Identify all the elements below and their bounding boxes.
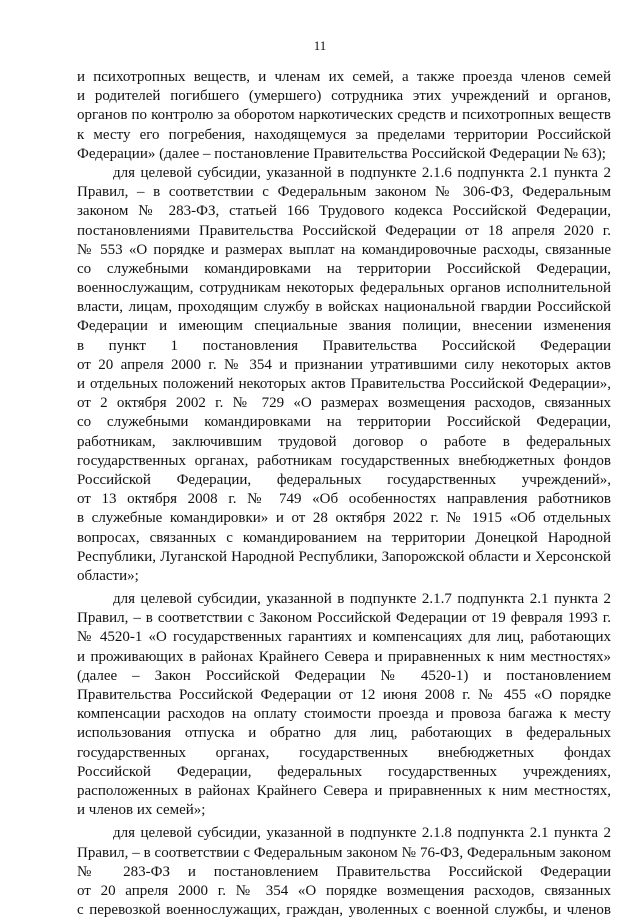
document-body <box>77 68 611 920</box>
text-line: законом № 283-ФЗ, статьей 166 Трудового кодекса Российской Федерации, <box>77 203 611 220</box>
text-line: и членов их семей»; <box>77 802 206 819</box>
text-line: к месту его погребения, находящемуся за пределами территории Российской <box>77 126 611 143</box>
text-line: и проживающих в районах Крайнего Севера и приравненных к ним местностях» <box>77 648 611 665</box>
text-line: Правил, – в соответствии с Федеральным законом № 76-ФЗ, Федеральным законом <box>77 844 611 861</box>
text-line: области»; <box>77 567 139 584</box>
text-line: (далее – Закон Российской Федерации № 4520-1) и постановлением <box>77 667 611 684</box>
text-line: для целевой субсидии, указанной в подпункте 2.1.7 подпункта 2.1 пункта 2 <box>113 591 611 608</box>
text-line: власти, лицам, проходящим службу в войсках национальной гвардии Российской <box>77 299 611 316</box>
text-line: для целевой субсидии, указанной в подпункте 2.1.8 подпункта 2.1 пункта 2 <box>113 825 611 842</box>
text-line: и родителей погибшего (умершего) сотрудника этих учреждений и органов, <box>77 88 611 105</box>
text-line: государственных органах, государственных внебюджетных фондах <box>77 744 611 761</box>
text-line: использования отпуска и обратно для лиц, работающих в федеральных <box>77 725 611 742</box>
text-line: со служебными командировками на территории Российской Федерации, <box>77 260 611 277</box>
text-line: № 553 «О порядке и размерах выплат на командировочные расходы, связанные <box>77 241 611 258</box>
text-line: и отдельных положений некоторых актов Правительства Российской Федерации», <box>77 376 611 392</box>
text-line: № 4520-1 «О государственных гарантиях и компенсациях для лиц, работающих <box>77 629 611 646</box>
text-line: Федерации и имеющим специальные звания полиции, внесении изменения <box>77 318 611 335</box>
text-line: в пункт 1 постановления Правительства Российской Федерации <box>77 337 611 354</box>
text-line: и психотропных веществ, и членам их семей, а также проезда членов семей <box>77 69 611 85</box>
text-line: военнослужащим, сотрудникам некоторых федеральных органов исполнительной <box>77 280 611 297</box>
text-line: от 20 апреля 2000 г. № 354 «О порядке возмещения расходов, связанных <box>77 882 611 899</box>
text-line: от 13 октября 2008 г. № 749 «Об особенностях направления работников <box>77 491 611 508</box>
text-line: Российской Федерации, федеральных государственных учреждений», <box>77 471 611 488</box>
text-line: Правил, – в соответствии с Федеральным законом № 306-ФЗ, Федеральным <box>77 184 611 201</box>
text-line: Правительства Российской Федерации от 12 июня 2008 г. № 455 «О порядке <box>77 687 611 703</box>
text-line: органов по контролю за оборотом наркотических средств и психотропных веществ <box>77 107 611 124</box>
text-line: от 2 октября 2002 г. № 729 «О размерах возмещения расходов, связанных <box>77 395 611 412</box>
text-line: в служебные командировки» и от 28 октября 2022 г. № 1915 «Об отдельных <box>77 510 611 527</box>
paragraph-1 <box>77 68 611 164</box>
text-line: № 283-ФЗ и постановлением Правительства Российской Федерации <box>77 863 611 880</box>
text-line: работникам, заключившим трудовой договор о работе в федеральных <box>77 433 611 450</box>
text-line: постановлениями Правительства Российской Федерации от 18 апреля 2020 г. <box>77 222 611 239</box>
text-line: вопросах, связанных с командированием на территории Донецкой Народной <box>77 529 611 546</box>
text-line: от 20 апреля 2000 г. № 354 и признании утратившими силу некоторых актов <box>77 356 611 373</box>
text-line: с перевозкой военнослужащих, граждан, уволенных с военной службы, и членов <box>77 902 611 919</box>
text-line: Российской Федерации, федеральных государственных учреждениях, <box>77 763 611 780</box>
text-line: Правил, – в соответствии с Законом Российской Федерации от 19 февраля 1993 г. <box>77 610 611 627</box>
page-number: 11 <box>313 38 327 53</box>
paragraph-4 <box>77 824 611 920</box>
text-line: со служебными командировками на территории Российской Федерации, <box>77 414 611 431</box>
text-line: Федерации» (далее – постановление Правительства Российской Федерации № 63); <box>77 145 606 162</box>
text-line: для целевой субсидии, указанной в подпункте 2.1.6 подпункта 2.1 пункта 2 <box>113 164 611 181</box>
text-line: Республики, Луганской Народной Республики, Запорожской области и Херсонской <box>77 548 611 565</box>
text-line: компенсации расходов на оплату стоимости проезда и провоза багажа к месту <box>77 706 611 723</box>
text-line: государственных органах, работникам государственных внебюджетных фондов <box>77 452 611 469</box>
paragraph-3 <box>77 590 611 820</box>
paragraph-2 <box>77 164 611 586</box>
text-line: расположенных в районах Крайнего Севера и приравненных к ним местностях, <box>77 782 611 799</box>
